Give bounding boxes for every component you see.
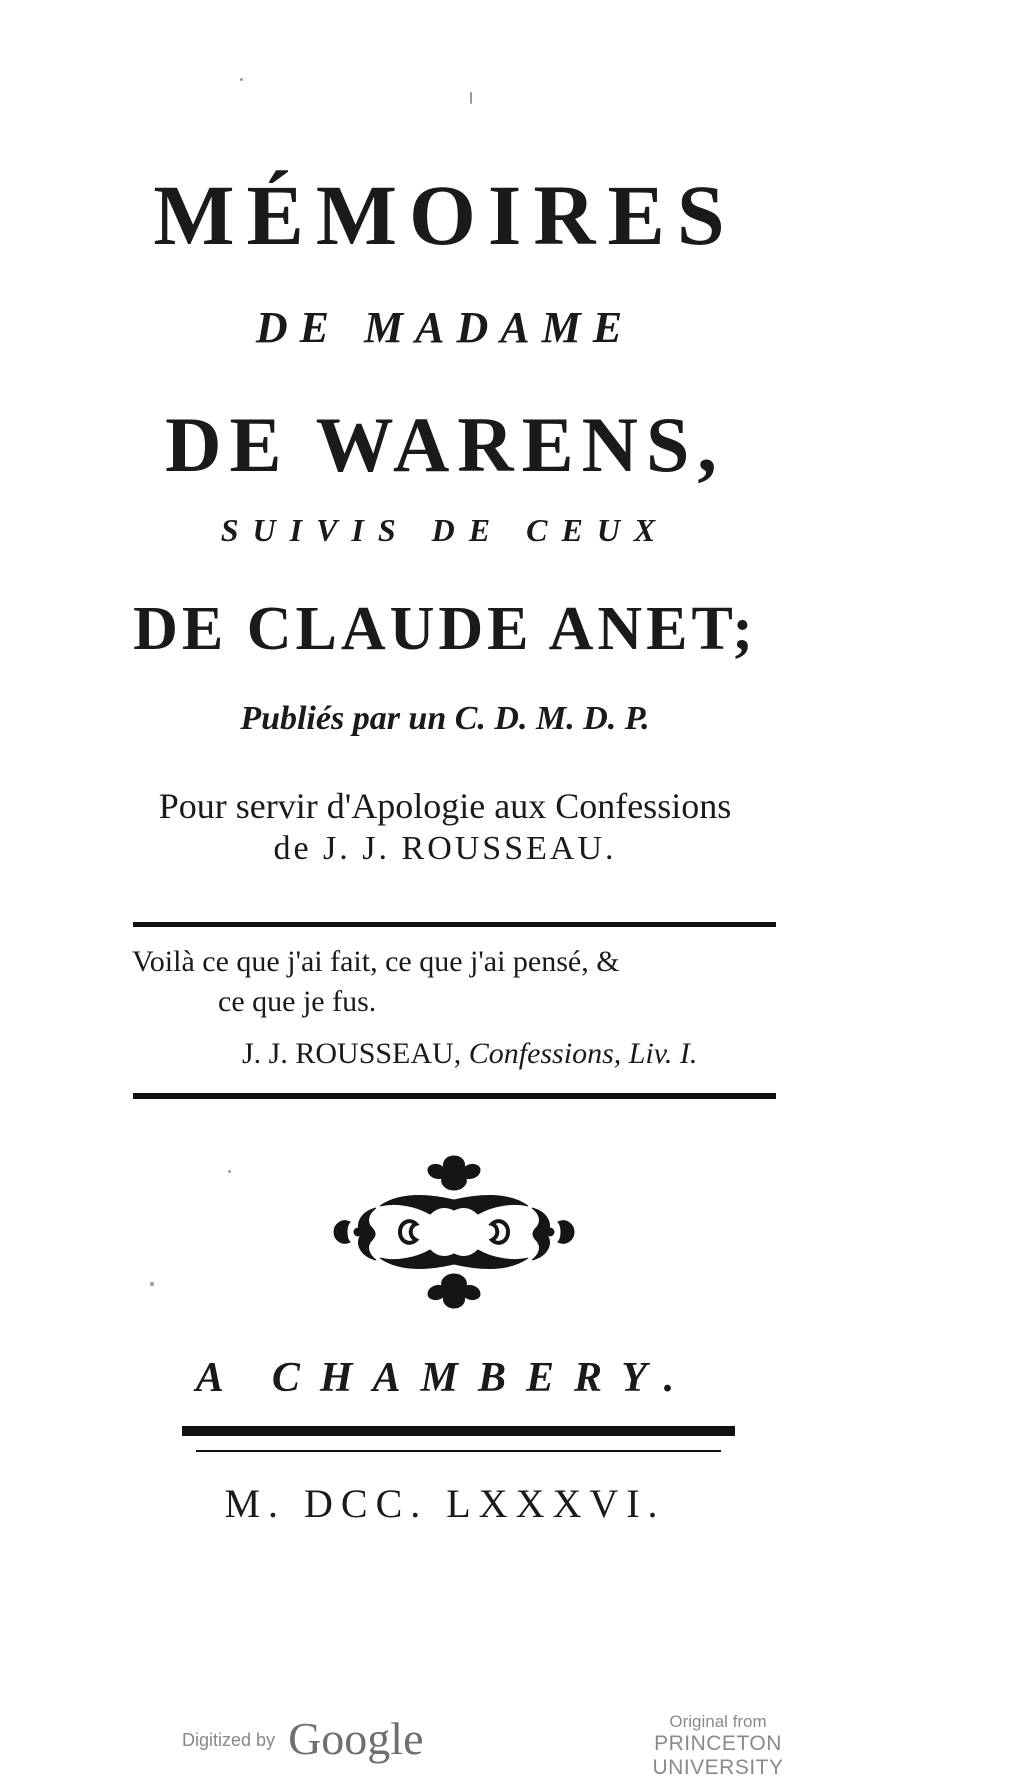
epigraph-source: Confessions, Liv. I. bbox=[468, 1037, 698, 1070]
title-de-warens: DE WARENS, bbox=[165, 401, 725, 488]
rule-thin bbox=[196, 1450, 721, 1452]
subtitle-de-madame: DE MADAME bbox=[255, 303, 635, 352]
original-from-footer bbox=[598, 1712, 838, 1780]
fleuron-ornament-icon bbox=[320, 1150, 588, 1314]
epigraph-line-2: ce que je fus. bbox=[218, 985, 377, 1018]
paper-speck bbox=[240, 78, 243, 81]
title-memoires: MÉMOIRES bbox=[153, 167, 737, 263]
title-claude-anet: DE CLAUDE ANET; bbox=[133, 595, 757, 663]
google-logo: Google bbox=[288, 1713, 424, 1764]
rule-top bbox=[133, 922, 776, 927]
rule-middle bbox=[133, 1093, 776, 1099]
institution-name: PRINCETON UNIVERSITY bbox=[652, 1732, 784, 1779]
epigraph-author: J. J. ROUSSEAU, bbox=[242, 1037, 462, 1070]
purpose-line-1: Pour servir d'Apologie aux Confessions bbox=[158, 786, 732, 826]
digitized-label: Digitized by bbox=[182, 1730, 276, 1750]
rule-thick bbox=[182, 1426, 735, 1436]
paper-speck bbox=[228, 1170, 231, 1173]
epigraph-attribution bbox=[242, 1037, 697, 1071]
purpose-line-2: de J. J. ROUSSEAU. bbox=[273, 830, 617, 867]
digitized-by-footer bbox=[182, 1712, 423, 1765]
epigraph-line-1: Voilà ce que j'ai fait, ce que j'ai pensé, & bbox=[132, 945, 620, 978]
imprint-place: A CHAMBERY. bbox=[195, 1355, 695, 1401]
paper-speck bbox=[470, 92, 472, 104]
publisher-line: Publiés par un C. D. M. D. P. bbox=[240, 700, 650, 737]
subtitle-suivis: SUIVIS DE CEUX bbox=[220, 512, 670, 548]
imprint-date: M. DCC. LXXXVI. bbox=[224, 1481, 666, 1526]
original-from-label: Original from bbox=[669, 1712, 767, 1731]
paper-speck bbox=[150, 1282, 154, 1286]
